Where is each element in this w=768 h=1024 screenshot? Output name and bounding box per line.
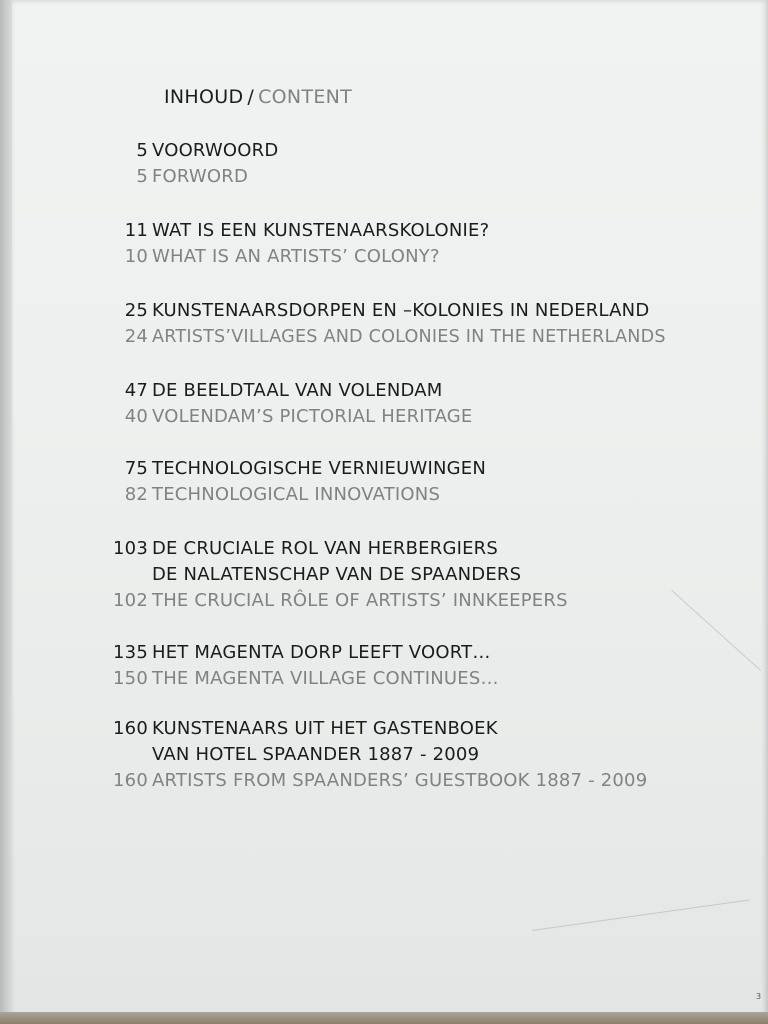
toc-page-number-en: 150 (113, 668, 148, 689)
toc-entry-nl-continued[interactable] (12, 562, 768, 588)
toc-page-number-en: 160 (113, 770, 148, 791)
toc-entry-nl[interactable] (12, 378, 768, 404)
toc-title-en: ARTISTS FROM SPAANDERS’ GUESTBOOK 1887 - 2009 (152, 770, 648, 791)
toc-page-number-nl: 160 (113, 718, 148, 739)
toc-entry-en[interactable] (12, 768, 768, 794)
toc-entry (12, 640, 768, 692)
toc-title-nl: HET MAGENTA DORP LEEFT VOORT… (152, 642, 491, 663)
page-bottom-edge (0, 1012, 768, 1024)
toc-page-number-en: 10 (124, 246, 148, 267)
toc-entry-en[interactable] (12, 482, 768, 508)
page-left-edge (0, 0, 12, 1012)
toc-page-number-en: 102 (113, 590, 148, 611)
toc-page-number-nl: 11 (124, 220, 148, 241)
toc-heading (164, 86, 352, 108)
toc-entry-en[interactable] (12, 404, 768, 430)
page-sheet (12, 0, 768, 1016)
toc-title-nl: DE NALATENSCHAP VAN DE SPAANDERS (152, 564, 522, 585)
toc-heading-nl: INHOUD (164, 86, 244, 108)
toc-entry-nl[interactable] (12, 536, 768, 562)
toc-page-number-nl: 75 (124, 458, 148, 479)
toc-page-number-nl: 5 (136, 140, 148, 161)
toc-title-nl: KUNSTENAARS UIT HET GASTENBOEK (152, 718, 498, 739)
toc-title-nl: WAT IS EEN KUNSTENAARSKOLONIE? (152, 220, 490, 241)
toc-page-number-en: 24 (124, 326, 148, 347)
page-folio: 3 (756, 992, 762, 1001)
toc-title-en: THE MAGENTA VILLAGE CONTINUES… (152, 668, 499, 689)
toc-entry-nl[interactable] (12, 298, 768, 324)
toc-title-nl: VOORWOORD (152, 140, 279, 161)
toc-entry-nl[interactable] (12, 716, 768, 742)
toc-entry (12, 378, 768, 430)
toc-title-nl: TECHNOLOGISCHE VERNIEUWINGEN (152, 458, 487, 479)
toc-title-en: FORWORD (152, 166, 249, 187)
toc-entry-nl[interactable] (12, 218, 768, 244)
toc-entry (12, 536, 768, 614)
toc-heading-en: CONTENT (258, 86, 353, 108)
toc-entry-en[interactable] (12, 324, 768, 350)
toc-page-number-en: 82 (124, 484, 148, 505)
toc-entry (12, 298, 768, 350)
toc-title-en: TECHNOLOGICAL INNOVATIONS (152, 484, 441, 505)
page-crease-2 (532, 899, 750, 931)
toc-page-number-nl: 47 (124, 380, 148, 401)
toc-title-nl: VAN HOTEL SPAANDER 1887 - 2009 (152, 744, 480, 765)
toc-entry (12, 456, 768, 508)
toc-page-number-nl: 25 (124, 300, 148, 321)
toc-page-number-en: 5 (136, 166, 148, 187)
toc-title-en: ARTISTS’VILLAGES AND COLONIES IN THE NETHERLANDS (152, 327, 666, 347)
toc-entry (12, 716, 768, 794)
toc-title-en: WHAT IS AN ARTISTS’ COLONY? (152, 246, 440, 267)
toc-page-number-nl: 103 (113, 538, 148, 559)
toc-entry-en[interactable] (12, 666, 768, 692)
toc-entry-nl[interactable] (12, 640, 768, 666)
toc-entry (12, 218, 768, 270)
toc-entry-en[interactable] (12, 164, 768, 190)
toc-title-en: VOLENDAM’S PICTORIAL HERITAGE (152, 406, 473, 427)
toc-entry-en[interactable] (12, 588, 768, 614)
toc-heading-separator: / (247, 86, 255, 108)
toc-entry (12, 138, 768, 190)
toc-page-number-en: 40 (124, 406, 148, 427)
toc-page-number-nl: 135 (113, 642, 148, 663)
toc-title-nl: DE BEELDTAAL VAN VOLENDAM (152, 380, 443, 401)
toc-entry-nl-continued[interactable] (12, 742, 768, 768)
toc-title-nl: KUNSTENAARSDORPEN EN –KOLONIES IN NEDERLAND (152, 300, 650, 321)
toc-entry-nl[interactable] (12, 138, 768, 164)
toc-entry-nl[interactable] (12, 456, 768, 482)
toc-entry-en[interactable] (12, 244, 768, 270)
toc-title-en: THE CRUCIAL RÔLE OF ARTISTS’ INNKEEPERS (152, 590, 568, 611)
toc-title-nl: DE CRUCIALE ROL VAN HERBERGIERS (152, 538, 499, 559)
